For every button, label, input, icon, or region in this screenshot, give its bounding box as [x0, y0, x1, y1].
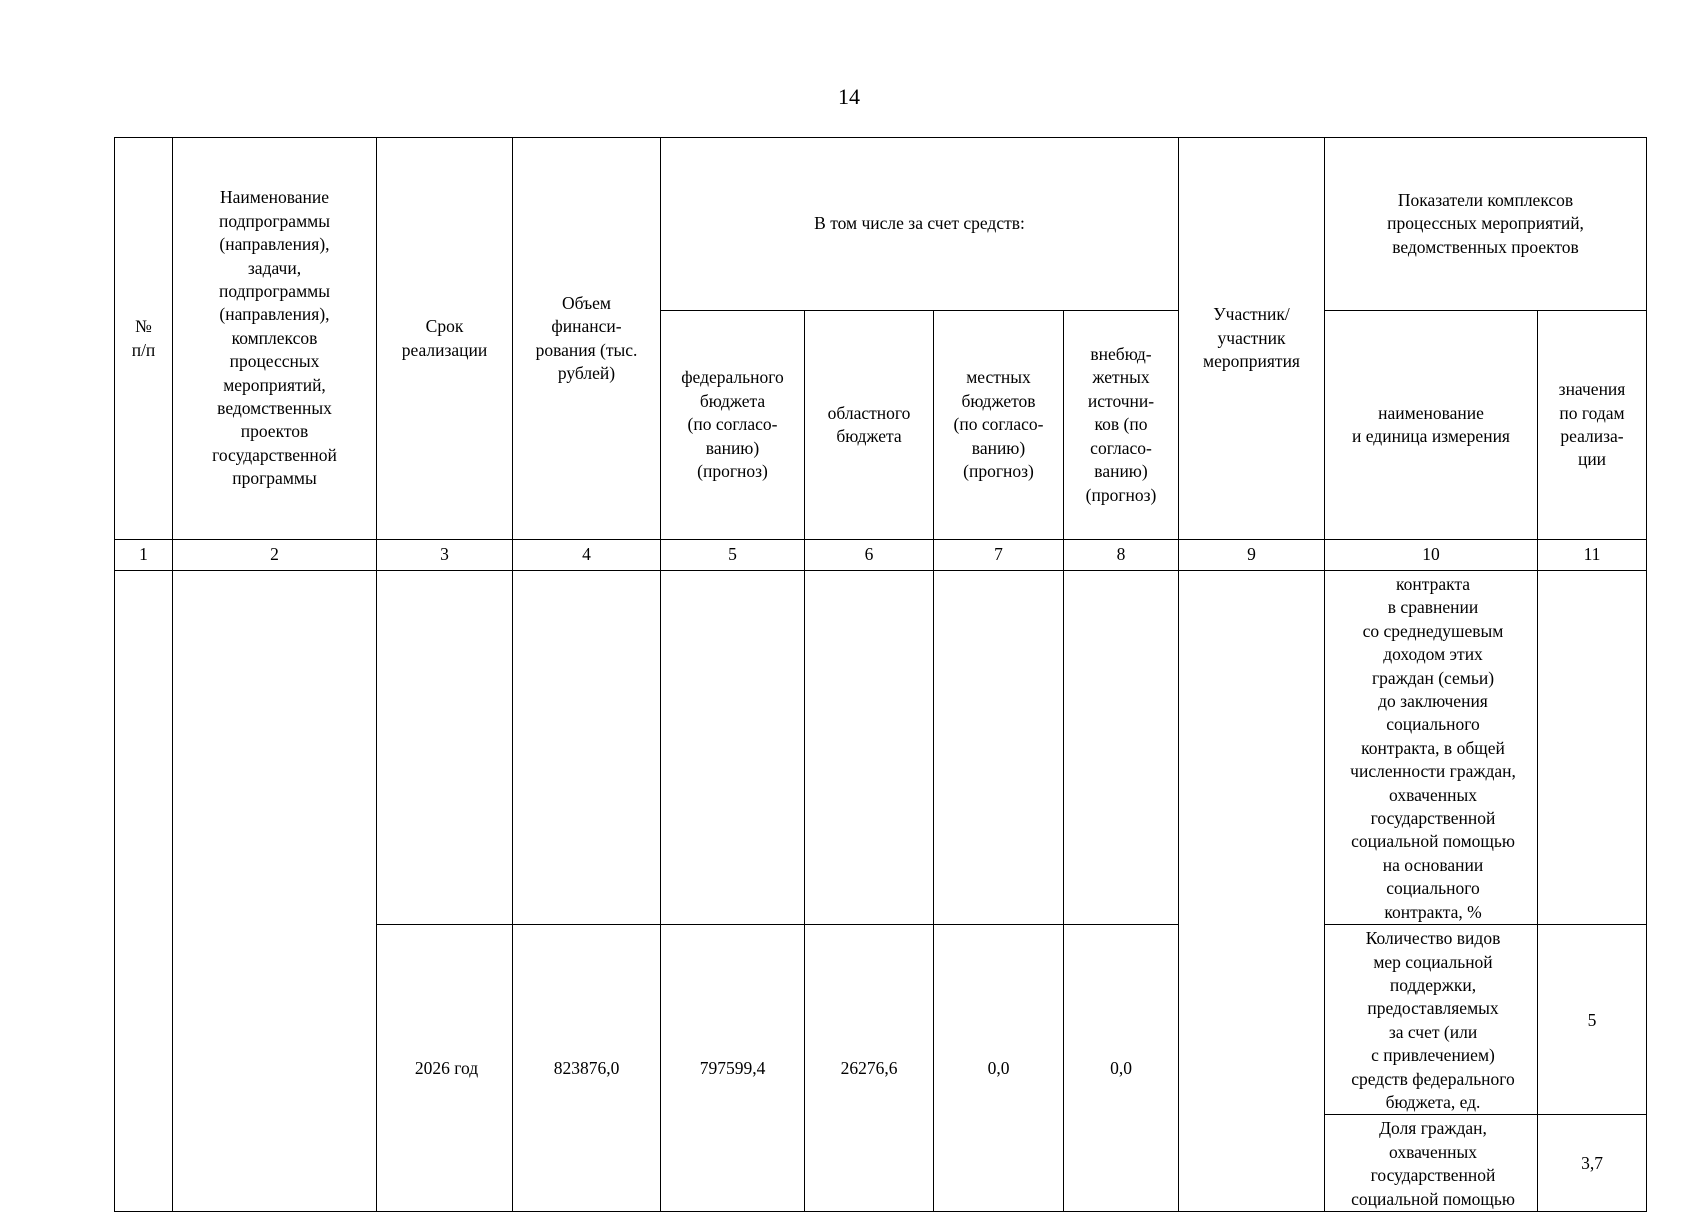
text-line: Количество видов: [1365, 928, 1501, 949]
indicator-value: 3,7: [1538, 1115, 1647, 1212]
text-line: задачи,: [247, 257, 302, 278]
text-line: программы: [232, 468, 317, 489]
indicator-value: 5: [1538, 925, 1647, 1115]
text-line: источни-: [1087, 390, 1155, 411]
header-funds-group: В том числе за счет средств:: [661, 138, 1179, 311]
text-line: реализа-: [1560, 426, 1624, 446]
text-line: значения: [1558, 379, 1626, 400]
text-line: бюджетов: [961, 390, 1036, 411]
text-line: охваченных: [1389, 784, 1477, 805]
text-line: охваченных: [1389, 1141, 1477, 1162]
text-line: граждан (семьи): [1372, 667, 1495, 688]
text-line: по годам: [1559, 402, 1625, 423]
text-line: ванию): [971, 437, 1026, 458]
cell-participant-empty: [1179, 571, 1325, 1212]
text-line: социальной помощью: [1351, 831, 1515, 852]
text-line: мероприятия: [1203, 351, 1300, 372]
text-line: на основании: [1382, 854, 1484, 875]
continuation-indicator-text: [1325, 571, 1538, 925]
text-line: Доля граждан,: [1379, 1118, 1487, 1139]
text-line: проектов: [240, 421, 309, 442]
header-financing-volume: [513, 138, 661, 540]
cell-empty: [377, 571, 513, 925]
text-line: п/п: [131, 339, 156, 360]
text-line: государственной: [1370, 808, 1496, 829]
text-line: Объем: [562, 292, 611, 313]
text-line: федерального: [681, 367, 784, 388]
text-line: местных: [966, 367, 1031, 388]
text-line: жетных: [1092, 367, 1150, 388]
cell-name-empty: [173, 571, 377, 1212]
column-number: 1: [115, 540, 173, 571]
cell-empty: [805, 571, 934, 925]
header-local-budgets: [934, 311, 1064, 540]
text-line: социального: [1386, 714, 1480, 735]
cell-local: 0,0: [934, 925, 1064, 1212]
continuation-row: [115, 571, 1647, 925]
text-line: с привлечением): [1371, 1045, 1495, 1066]
text-line: процессных мероприятий,: [1387, 213, 1584, 234]
text-line: ведомственных проектов: [1392, 236, 1579, 257]
indicator-name: [1325, 925, 1538, 1115]
text-line: комплексов: [231, 327, 318, 348]
text-line: внебюд-: [1090, 344, 1152, 365]
text-line: в сравнении: [1387, 597, 1479, 618]
column-numbers-row: [115, 540, 1647, 571]
text-line: №: [135, 316, 152, 337]
text-line: согласо-: [1090, 437, 1152, 458]
text-line: за счет (или: [1388, 1021, 1478, 1042]
column-number: 9: [1179, 540, 1325, 571]
program-table: [114, 137, 1647, 1212]
text-line: доходом этих: [1383, 644, 1483, 665]
indicator-name: [1325, 1115, 1538, 1212]
cell-year: 2026 год: [377, 925, 513, 1212]
column-number: 11: [1538, 540, 1647, 571]
text-line: Участник/: [1213, 304, 1290, 325]
text-line: до заключения: [1378, 691, 1488, 712]
header-participant: [1179, 138, 1325, 540]
header-federal-budget: [661, 311, 805, 540]
text-line: социальной помощью: [1351, 1188, 1515, 1209]
column-number: 8: [1064, 540, 1179, 571]
text-line: бюджета: [836, 426, 902, 446]
cell-empty: [1538, 571, 1647, 925]
text-line: бюджета: [699, 390, 766, 411]
text-line: государственной: [212, 444, 337, 465]
text-line: и единица измерения: [1352, 426, 1510, 446]
text-line: (прогноз): [1085, 484, 1157, 505]
text-line: поддержки,: [1389, 974, 1477, 995]
text-line: (направления),: [219, 234, 330, 255]
text-line: (прогноз): [963, 461, 1034, 482]
text-line: (прогноз): [697, 461, 768, 482]
text-line: численности граждан,: [1350, 761, 1516, 782]
text-line: подпрограммы: [219, 280, 330, 301]
text-line: Срок: [425, 316, 464, 337]
cell-extrabudgetary: 0,0: [1064, 925, 1179, 1212]
cell-empty: [513, 571, 661, 925]
cell-regional: 26276,6: [805, 925, 934, 1212]
cell-empty: [1064, 571, 1179, 925]
column-number: 2: [173, 540, 377, 571]
text-line: реализации: [401, 339, 488, 360]
header-period: [377, 138, 513, 540]
text-line: со среднедушевым: [1362, 620, 1504, 641]
text-line: подпрограммы: [219, 210, 330, 231]
column-number: 7: [934, 540, 1064, 571]
text-line: Наименование: [219, 187, 330, 208]
text-line: наименование: [1378, 402, 1484, 423]
text-line: Показатели комплексов: [1397, 189, 1574, 210]
text-line: государственной: [1370, 1165, 1496, 1186]
text-line: ции: [1577, 449, 1607, 470]
text-line: областного: [827, 402, 911, 423]
text-line: контракта, %: [1384, 901, 1482, 922]
column-number: 5: [661, 540, 805, 571]
text-line: ков (по: [1094, 414, 1148, 435]
header-indicators-group: [1325, 138, 1647, 311]
text-line: финанси-: [551, 316, 622, 337]
text-line: рования (тыс.: [535, 339, 638, 360]
page-number: 14: [838, 84, 860, 109]
column-number: 3: [377, 540, 513, 571]
text-line: средств федерального: [1351, 1068, 1515, 1089]
column-number: 6: [805, 540, 934, 571]
header-number: [115, 138, 173, 540]
text-line: предоставляемых: [1367, 998, 1499, 1019]
text-line: контракта, в общей: [1361, 737, 1505, 758]
column-number: 4: [513, 540, 661, 571]
cell-number-empty: [115, 571, 173, 1212]
cell-empty: [661, 571, 805, 925]
text-line: мероприятий,: [223, 374, 326, 395]
text-line: ванию): [705, 437, 760, 458]
text-line: (по согласо-: [953, 414, 1044, 435]
cell-federal: 797599,4: [661, 925, 805, 1212]
header-extrabudgetary: [1064, 311, 1179, 540]
text-line: рублей): [557, 362, 616, 383]
cell-total: 823876,0: [513, 925, 661, 1212]
header-subprogram-name: [173, 138, 377, 540]
text-line: процессных: [229, 351, 320, 372]
text-line: ведомственных: [217, 398, 332, 419]
header-indicator-name: [1325, 311, 1538, 540]
header-regional-budget: [805, 311, 934, 540]
column-number: 10: [1325, 540, 1538, 571]
text-line: мер социальной: [1373, 951, 1493, 972]
text-line: (направления),: [219, 304, 330, 325]
cell-empty: [934, 571, 1064, 925]
text-line: бюджета, ед.: [1385, 1091, 1481, 1112]
text-line: социального: [1386, 878, 1480, 899]
text-line: контракта: [1396, 574, 1471, 594]
text-line: участник: [1217, 327, 1286, 348]
text-line: ванию): [1094, 461, 1148, 482]
text-line: (по согласо-: [687, 414, 778, 435]
header-indicator-values: [1538, 311, 1647, 540]
